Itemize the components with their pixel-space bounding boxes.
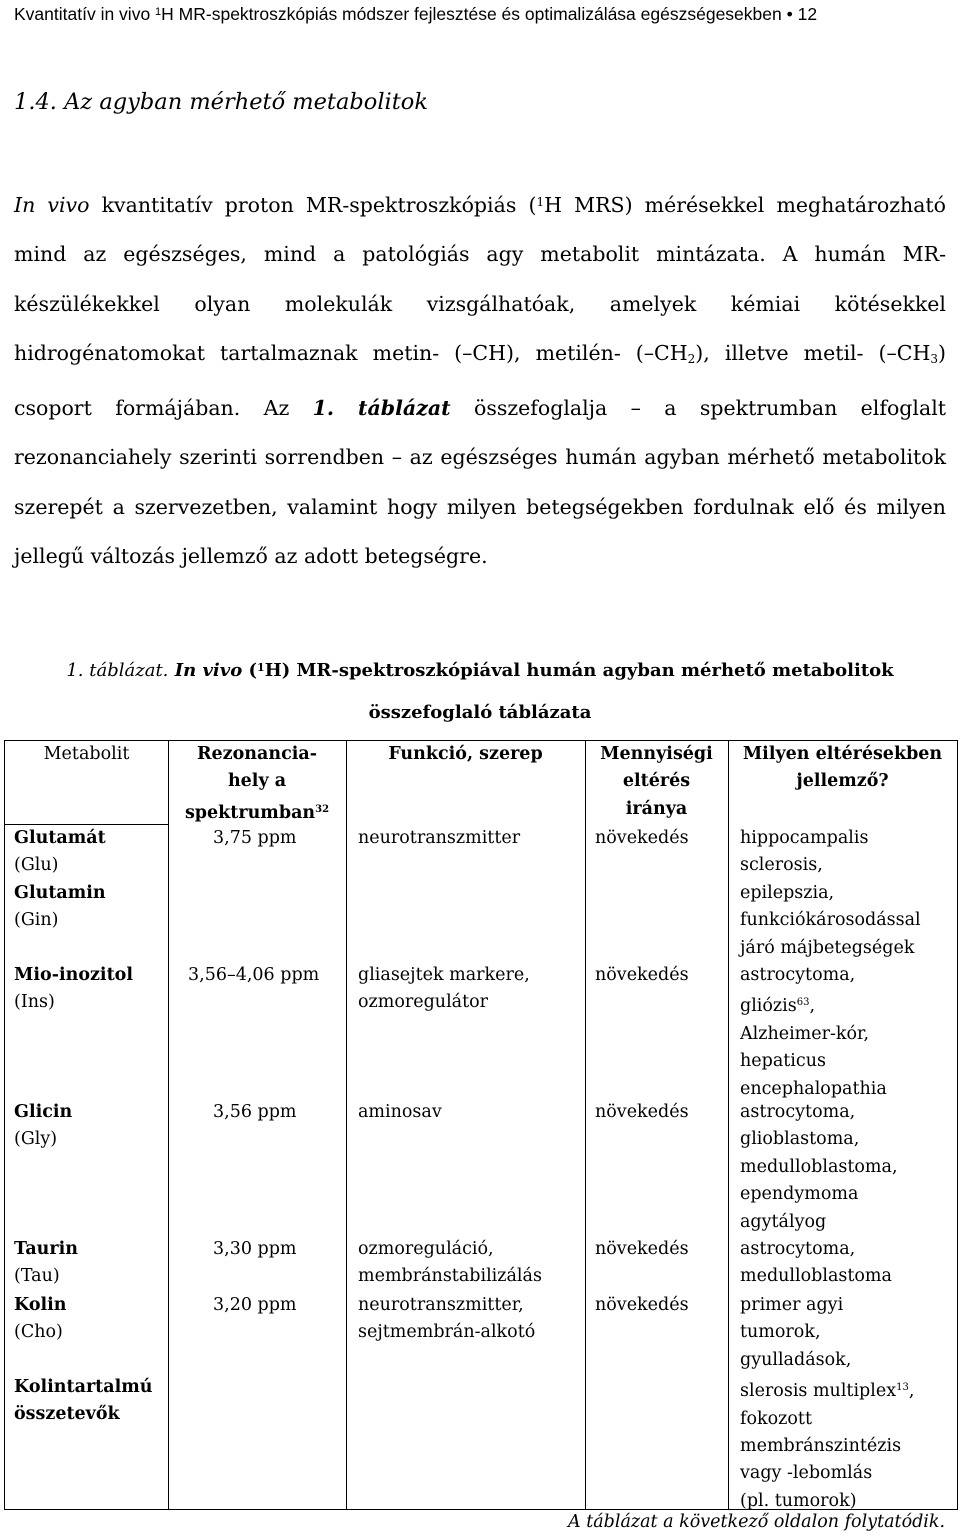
table-cell-ppm: 3,20 ppm xyxy=(213,1295,297,1315)
function-line: membránstabilizálás xyxy=(358,1266,542,1287)
table-cell-irany: növekedés xyxy=(595,1239,689,1259)
disease-line: sclerosis, xyxy=(740,855,823,876)
caption-in-vivo: In vivo xyxy=(174,660,243,681)
paragraph-text: kvantitatív proton MR-spektroszkópiás ( xyxy=(89,193,537,217)
header-label: hely a xyxy=(227,771,287,792)
table-caption xyxy=(0,660,960,681)
disease-line: encephalopathia xyxy=(740,1078,887,1099)
metabolite-table xyxy=(4,740,958,1510)
table-cell-betegseg xyxy=(740,962,887,1103)
disease-line: Alzheimer-kór, xyxy=(740,1023,870,1044)
header-label: Funkció, szerep xyxy=(388,744,543,764)
header-bullet: • xyxy=(786,4,793,24)
column-divider xyxy=(585,741,586,1509)
paragraph-text: ), illetve metil- (–CH xyxy=(695,340,931,365)
header-label: Rezonancia- xyxy=(197,744,317,764)
header-label xyxy=(168,796,346,827)
superscript: 1 xyxy=(536,195,545,209)
reference-superscript: 13 xyxy=(896,1382,909,1394)
metabolite-abbrev: (Cho) xyxy=(14,1322,63,1343)
metabolite-abbrev: (Ins) xyxy=(14,992,55,1013)
caption-text: H) MR-spektroszkópiával humán agyban mérhető metabolitok xyxy=(264,660,894,681)
subscript: 3 xyxy=(930,351,938,366)
spacer xyxy=(14,1347,152,1374)
column-divider xyxy=(346,741,347,1509)
metabolite-abbrev: (Gly) xyxy=(14,1129,58,1150)
disease-line: astrocytoma, xyxy=(740,965,856,985)
paragraph-text: ) csoport formájában. Az xyxy=(14,340,946,421)
table-cell-funkcio xyxy=(358,1292,535,1347)
disease-line: ependymoma xyxy=(740,1184,859,1205)
metabolite-name: Kolin xyxy=(14,1295,67,1315)
column-divider xyxy=(168,741,169,1509)
table-cell-betegseg xyxy=(740,1236,892,1291)
paragraph-text: H MRS) mérésekkel meghatározható mind az egészséges, mind a patológiás agy metabolit mintázata. A humán MR-készülékekkel olyan molekulák vizsgálhatóak, amelyek kémiai kötésekkel hidrogénatomokat tartalmaznak metin- (–CH), metilén- (–CH xyxy=(14,193,946,365)
reference-superscript: 63 xyxy=(796,997,810,1009)
metabolite-name: összetevők xyxy=(14,1404,120,1425)
disease-line: járó májbetegségek xyxy=(740,937,915,958)
metabolite-name: Kolintartalmú xyxy=(14,1376,153,1397)
metabolite-name: Glutamát xyxy=(14,828,106,848)
disease-line: (pl. tumorok) xyxy=(740,1490,857,1511)
table-reference: 1. táblázat xyxy=(312,396,451,421)
header-label: Mennyiségi xyxy=(600,744,713,764)
header-cell-rezonancia xyxy=(168,741,346,827)
metabolite-abbrev: (Tau) xyxy=(14,1266,60,1287)
disease-line: astrocytoma, xyxy=(740,1239,856,1259)
header-cell-mennyisegi xyxy=(585,741,728,823)
function-line: ozmoreguláció, xyxy=(358,1239,494,1259)
header-label: Metabolit xyxy=(43,744,130,764)
header-title-part: H MR-spektroszkópiás módszer fejlesztése és optimalizálása egészségesekben xyxy=(161,4,782,24)
header-label: jellemző? xyxy=(796,771,889,792)
table-cell-irany: növekedés xyxy=(595,1102,689,1122)
caption-label: 1. táblázat. xyxy=(66,660,169,681)
table-continuation-note: A táblázat a következő oldalon folytatódik. xyxy=(568,1512,946,1532)
metabolite-name: Glutamin xyxy=(14,882,106,903)
table-cell-funkcio: aminosav xyxy=(358,1102,442,1122)
table-row-mioinozitol-metabolit xyxy=(14,962,133,1017)
disease-line: glioblastoma, xyxy=(740,1129,860,1150)
disease-line: vagy -lebomlás xyxy=(740,1463,873,1484)
table-cell-irany: növekedés xyxy=(595,828,689,848)
term-in-vivo: In vivo xyxy=(14,193,90,217)
disease-line: gyulladások, xyxy=(740,1349,852,1370)
table-cell-betegseg xyxy=(740,1099,898,1236)
header-title xyxy=(14,4,782,24)
caption-superscript: 1 xyxy=(257,661,265,674)
disease-line: hippocampalis xyxy=(740,828,869,848)
table-cell-funkcio xyxy=(358,962,530,1017)
header-cell-milyen xyxy=(728,741,957,796)
table-cell-funkcio xyxy=(358,1236,542,1291)
table-cell-irany: növekedés xyxy=(595,965,689,985)
column-divider xyxy=(728,741,729,1509)
body-paragraph xyxy=(14,178,946,581)
table-row-kolin-metabolit xyxy=(14,1292,152,1429)
function-line: neurotranszmitter, xyxy=(358,1295,524,1315)
disease-text: , xyxy=(908,1381,915,1402)
disease-line: tumorok, xyxy=(740,1322,821,1343)
disease-line: astrocytoma, xyxy=(740,1102,856,1122)
metabolite-abbrev: (Gin) xyxy=(14,910,59,931)
table-caption-line2: összefoglaló táblázata xyxy=(368,702,592,723)
disease-line: epilepszia, xyxy=(740,882,835,903)
disease-line: funkciókárosodással xyxy=(740,910,921,931)
metabolite-name: Mio-inozitol xyxy=(14,965,133,985)
page-number: 12 xyxy=(797,4,818,24)
table-cell-betegseg xyxy=(740,1292,914,1515)
header-cell-metabolit xyxy=(5,741,168,825)
disease-line xyxy=(740,989,887,1020)
disease-line: fokozott xyxy=(740,1408,812,1429)
metabolite-name: Glicin xyxy=(14,1102,73,1122)
disease-text: slerosis multiplex xyxy=(740,1381,897,1402)
paragraph-text: összefoglalja – a spektrumban elfoglalt rezonanciahely szerinti sorrendben – az egészséges humán agyban mérhető metabolitok szerepét a szervezetben, valamint hogy milyen betegségekben fordulnak elő és milyen jellegű változás jellemző az adott betegségre. xyxy=(14,396,946,569)
disease-line: primer agyi xyxy=(740,1295,844,1315)
table-row-glicin-metabolit xyxy=(14,1099,72,1154)
table-cell-funkcio: neurotranszmitter xyxy=(358,828,521,848)
running-header xyxy=(14,4,954,25)
function-line: sejtmembrán-alkotó xyxy=(358,1322,536,1343)
table-cell-ppm: 3,75 ppm xyxy=(213,828,297,848)
section-title: 1.4. Az agyban mérhető metabolitok xyxy=(14,89,428,115)
disease-line: medulloblastoma xyxy=(740,1266,892,1287)
header-label-part: spektrumban xyxy=(184,802,316,823)
caption-text: ( xyxy=(242,660,258,681)
subscript: 2 xyxy=(687,351,696,366)
header-title-part: Kvantitatív in vivo xyxy=(14,4,156,24)
metabolite-abbrev: (Glu) xyxy=(14,855,59,876)
header-label: Milyen eltérésekben xyxy=(742,744,943,764)
disease-line: hepaticus xyxy=(740,1051,826,1072)
reference-superscript: 32 xyxy=(315,803,330,815)
header-label: iránya xyxy=(625,798,688,819)
disease-line xyxy=(740,1374,914,1405)
disease-line: medulloblastoma, xyxy=(740,1156,898,1177)
metabolite-name: Taurin xyxy=(14,1239,79,1259)
table-row-glutamat-metabolit xyxy=(14,825,106,935)
disease-line: agytályog xyxy=(740,1211,827,1232)
header-cell-funkcio xyxy=(346,741,585,768)
disease-text: gliózis xyxy=(740,996,797,1017)
function-line: ozmoregulátor xyxy=(358,992,489,1013)
table-row-taurin-metabolit xyxy=(14,1236,78,1291)
table-cell-ppm: 3,56–4,06 ppm xyxy=(188,965,320,985)
table-cell-irany: növekedés xyxy=(595,1295,689,1315)
disease-line: membránszintézis xyxy=(740,1436,902,1457)
header-superscript: 1 xyxy=(155,6,162,18)
table-cell-ppm: 3,30 ppm xyxy=(213,1239,297,1259)
disease-text: , xyxy=(809,996,816,1017)
function-line: gliasejtek markere, xyxy=(358,965,530,985)
table-cell-ppm: 3,56 ppm xyxy=(213,1102,297,1122)
header-label: eltérés xyxy=(622,771,691,792)
table-cell-betegseg xyxy=(740,825,921,962)
